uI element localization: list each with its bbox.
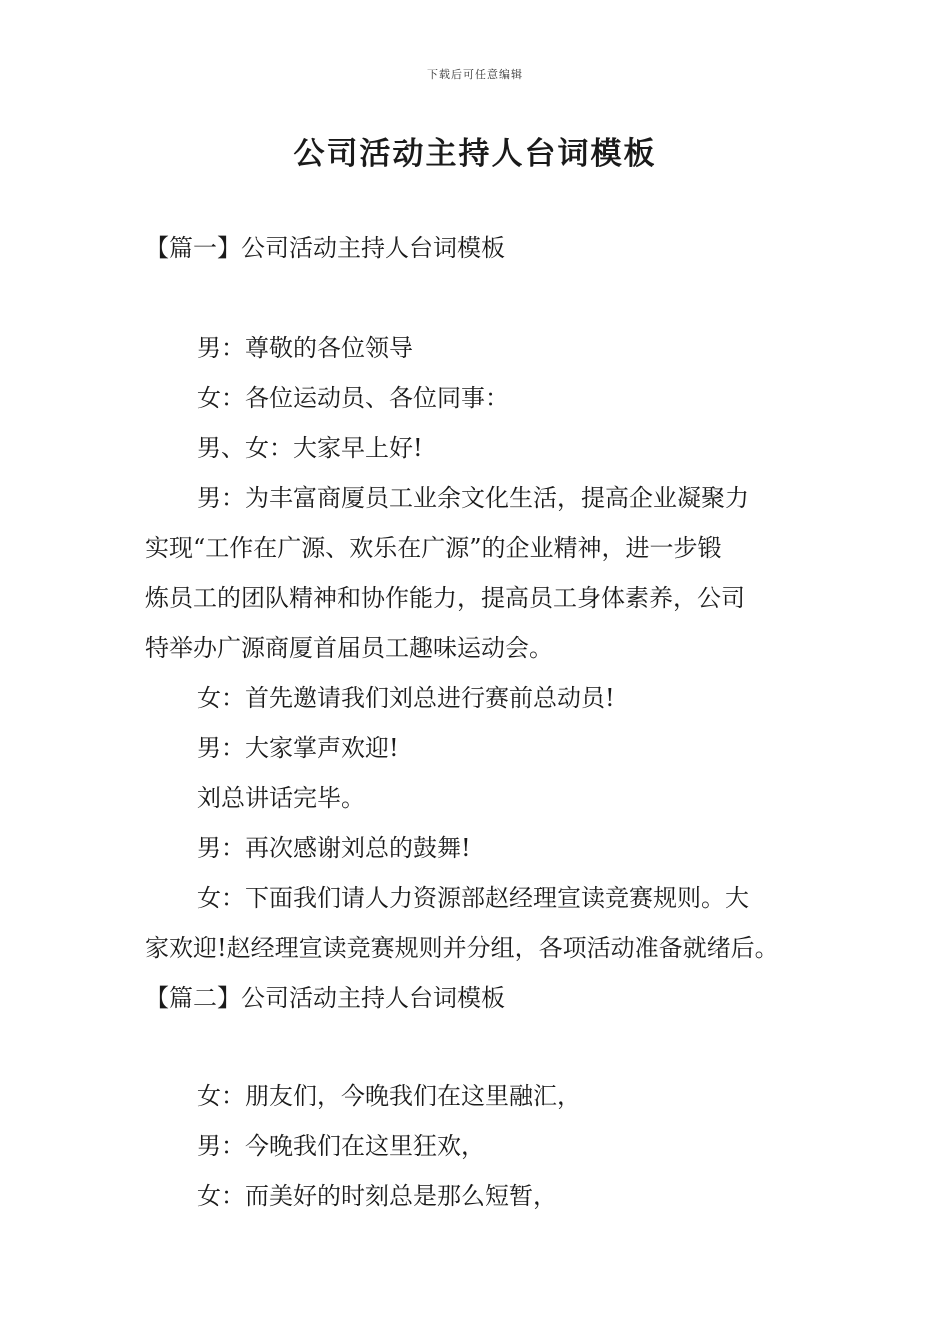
section-1 bbox=[145, 223, 810, 273]
paragraph-line: 女：下面我们请人力资源部赵经理宣读竞赛规则。大 bbox=[197, 884, 749, 912]
section-heading: 【篇二】公司活动主持人台词模板 bbox=[145, 984, 505, 1012]
section-heading: 【篇一】公司活动主持人台词模板 bbox=[145, 234, 505, 262]
paragraph-line: 家欢迎!赵经理宣读竞赛规则并分组，各项活动准备就绪后。 bbox=[145, 934, 779, 962]
section-2-body bbox=[145, 1071, 810, 1221]
paragraph-line: 男：再次感谢刘总的鼓舞! bbox=[197, 834, 471, 862]
paragraph-line: 特举办广源商厦首届员工趣味运动会。 bbox=[145, 634, 553, 662]
section-1-body bbox=[145, 323, 810, 1023]
paragraph-line: 女：各位运动员、各位同事： bbox=[197, 384, 509, 412]
paragraph-line: 男：尊敬的各位领导 bbox=[197, 334, 413, 362]
paragraph-line: 男：大家掌声欢迎! bbox=[197, 734, 399, 762]
paragraph-line: 女：朋友们，今晚我们在这里融汇， bbox=[197, 1082, 581, 1110]
paragraph-line: 男、女：大家早上好! bbox=[197, 434, 423, 462]
header-note: 下载后可任意编辑 bbox=[427, 68, 523, 81]
paragraph-line: 女：首先邀请我们刘总进行赛前总动员! bbox=[197, 684, 615, 712]
paragraph-line: 男：今晚我们在这里狂欢， bbox=[197, 1132, 485, 1160]
paragraph-line: 女：而美好的时刻总是那么短暂， bbox=[197, 1182, 557, 1210]
paragraph-line: 男：为丰富商厦员工业余文化生活，提高企业凝聚力 bbox=[197, 484, 749, 512]
paragraph-line: 刘总讲话完毕。 bbox=[197, 784, 365, 812]
document-title: 公司活动主持人台词模板 bbox=[293, 136, 657, 172]
paragraph-line: 炼员工的团队精神和协作能力，提高员工身体素养，公司 bbox=[145, 584, 745, 612]
paragraph-line: 实现“工作在广源、欢乐在广源”的企业精神，进一步锻 bbox=[145, 534, 722, 562]
